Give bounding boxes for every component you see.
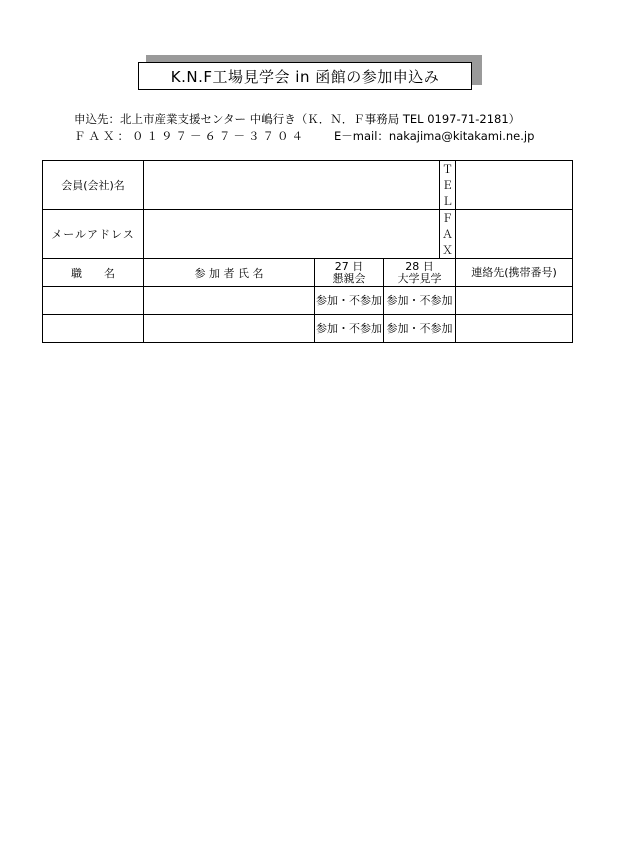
application-form-table (42, 160, 573, 343)
job-title-cell[interactable] (43, 287, 144, 315)
day28-attendance[interactable]: 参加・不参加 (384, 287, 456, 315)
fax-label: ＦＡＸ (440, 210, 456, 259)
email-row (43, 210, 573, 259)
email-address: E－mail：nakajima@kitakami.ne.jp (334, 129, 535, 143)
contact-phone-cell[interactable] (456, 315, 573, 343)
email-input-cell[interactable] (144, 210, 440, 259)
contact-phone-cell[interactable] (456, 287, 573, 315)
fax-email-line (74, 128, 534, 144)
participant-row (43, 315, 573, 343)
day28-header: 28 日 大学見学 (384, 259, 456, 287)
day27-attendance[interactable]: 参加・不参加 (315, 315, 384, 343)
tel-input-cell[interactable] (456, 161, 573, 210)
title-banner (138, 55, 482, 93)
participant-name-cell[interactable] (144, 315, 315, 343)
tel-label: ＴＥＬ (440, 161, 456, 210)
header-row (43, 259, 573, 287)
contact-line: 申込先：北上市産業支援センター 中嶋行き（Ｋ．Ｎ．Ｆ事務局 TEL 0197-71-2181） (74, 112, 521, 126)
fax-number: ＦＡＸ：０１９７－６７－３７０４ (74, 129, 306, 143)
email-label: メールアドレス (43, 210, 144, 259)
member-input-cell[interactable] (144, 161, 440, 210)
participant-row (43, 287, 573, 315)
contact-phone-header: 連絡先(携帯番号) (456, 259, 573, 287)
participant-name-cell[interactable] (144, 287, 315, 315)
job-title-header: 職 名 (43, 259, 144, 287)
member-label: 会員(会社)名 (43, 161, 144, 210)
fax-input-cell[interactable] (456, 210, 573, 259)
job-title-cell[interactable] (43, 315, 144, 343)
day27-attendance[interactable]: 参加・不参加 (315, 287, 384, 315)
day28-attendance[interactable]: 参加・不参加 (384, 315, 456, 343)
member-row (43, 161, 573, 210)
participant-name-header: 参 加 者 氏 名 (144, 259, 315, 287)
page-title: K.N.F工場見学会 in 函館の参加申込み (138, 62, 472, 90)
day27-header: 27 日 懇親会 (315, 259, 384, 287)
